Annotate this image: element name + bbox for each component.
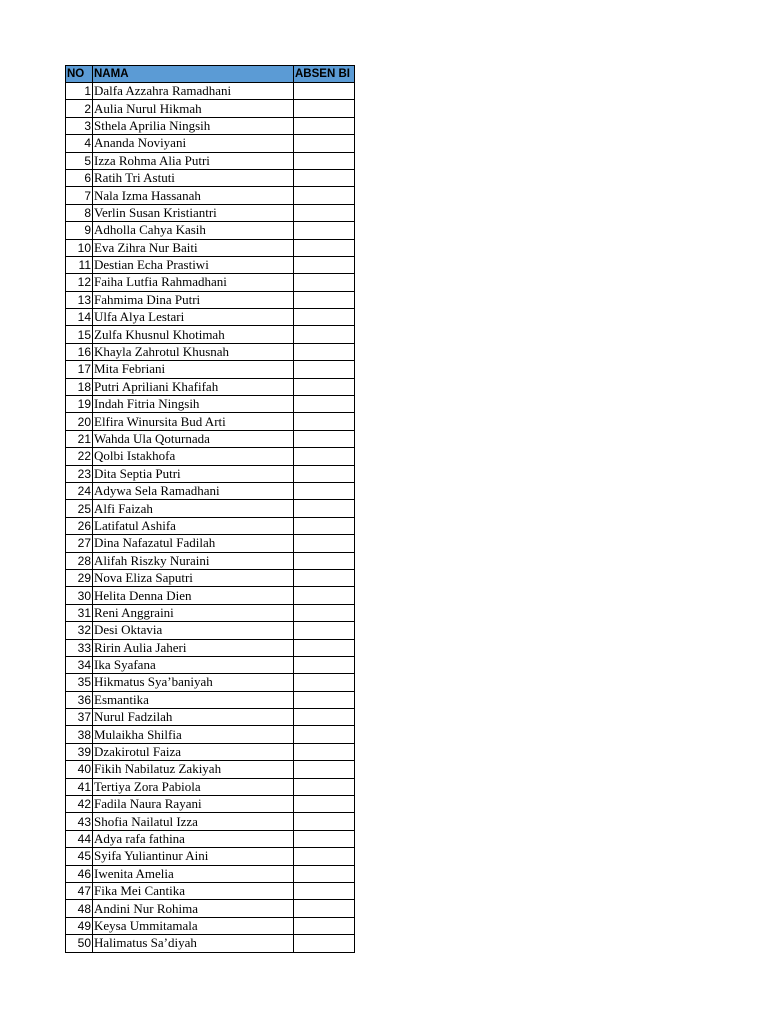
- cell-nama[interactable]: Reni Anggraini: [93, 604, 294, 621]
- cell-nama[interactable]: Iwenita Amelia: [93, 865, 294, 882]
- table-row: [66, 378, 355, 395]
- cell-absen-bi[interactable]: [294, 865, 355, 882]
- cell-nama[interactable]: Keysa Ummitamala: [93, 917, 294, 934]
- cell-no[interactable]: 46: [66, 865, 93, 882]
- cell-nama[interactable]: Verlin Susan Kristiantri: [93, 204, 294, 221]
- table-row: [66, 604, 355, 621]
- cell-absen-bi[interactable]: [294, 726, 355, 743]
- cell-nama[interactable]: Izza Rohma Alia Putri: [93, 152, 294, 169]
- table-row: [66, 830, 355, 847]
- cell-absen-bi[interactable]: [294, 848, 355, 865]
- cell-nama[interactable]: Faiha Lutfia Rahmadhani: [93, 274, 294, 291]
- cell-no[interactable]: 38: [66, 726, 93, 743]
- cell-no[interactable]: 32: [66, 622, 93, 639]
- table-row: [66, 291, 355, 308]
- table-row: [66, 274, 355, 291]
- cell-no[interactable]: 7: [66, 187, 93, 204]
- cell-nama[interactable]: Mulaikha Shilfia: [93, 726, 294, 743]
- cell-nama[interactable]: Dalfa Azzahra Ramadhani: [93, 83, 294, 100]
- cell-absen-bi[interactable]: [294, 291, 355, 308]
- cell-absen-bi[interactable]: [294, 256, 355, 273]
- table-row: [66, 569, 355, 586]
- cell-absen-bi[interactable]: [294, 935, 355, 952]
- cell-nama[interactable]: Desi Oktavia: [93, 622, 294, 639]
- cell-no[interactable]: 47: [66, 882, 93, 899]
- table-row: [66, 743, 355, 760]
- cell-nama[interactable]: Halimatus Sa’diyah: [93, 935, 294, 952]
- cell-absen-bi[interactable]: [294, 830, 355, 847]
- cell-no[interactable]: 24: [66, 482, 93, 499]
- cell-absen-bi[interactable]: [294, 465, 355, 482]
- cell-nama[interactable]: Fahmima Dina Putri: [93, 291, 294, 308]
- cell-no[interactable]: 20: [66, 413, 93, 430]
- table-header: [66, 66, 355, 83]
- table-row: [66, 865, 355, 882]
- table-row: [66, 117, 355, 134]
- cell-absen-bi[interactable]: [294, 239, 355, 256]
- header-no[interactable]: NO: [66, 66, 93, 83]
- cell-absen-bi[interactable]: [294, 152, 355, 169]
- cell-nama[interactable]: Helita Denna Dien: [93, 587, 294, 604]
- table-row: [66, 935, 355, 952]
- cell-absen-bi[interactable]: [294, 413, 355, 430]
- cell-no[interactable]: 22: [66, 448, 93, 465]
- cell-no[interactable]: 10: [66, 239, 93, 256]
- table-row: [66, 465, 355, 482]
- cell-nama[interactable]: Adya rafa fathina: [93, 830, 294, 847]
- table-row: [66, 674, 355, 691]
- table-row: [66, 622, 355, 639]
- cell-no[interactable]: 16: [66, 343, 93, 360]
- cell-no[interactable]: 25: [66, 500, 93, 517]
- table-row: [66, 152, 355, 169]
- cell-absen-bi[interactable]: [294, 396, 355, 413]
- cell-nama[interactable]: Adholla Cahya Kasih: [93, 222, 294, 239]
- cell-absen-bi[interactable]: [294, 761, 355, 778]
- cell-absen-bi[interactable]: [294, 204, 355, 221]
- cell-nama[interactable]: Destian Echa Prastiwi: [93, 256, 294, 273]
- cell-nama[interactable]: Esmantika: [93, 691, 294, 708]
- cell-nama[interactable]: Indah Fitria Ningsih: [93, 396, 294, 413]
- table-row: [66, 169, 355, 186]
- cell-absen-bi[interactable]: [294, 604, 355, 621]
- cell-absen-bi[interactable]: [294, 169, 355, 186]
- cell-nama[interactable]: Ririn Aulia Jaheri: [93, 639, 294, 656]
- cell-nama[interactable]: Dita Septia Putri: [93, 465, 294, 482]
- cell-nama[interactable]: Elfira Winursita Bud Arti: [93, 413, 294, 430]
- cell-nama[interactable]: Nova Eliza Saputri: [93, 569, 294, 586]
- header-nama[interactable]: NAMA: [93, 66, 294, 83]
- cell-nama[interactable]: Khayla Zahrotul Khusnah: [93, 343, 294, 360]
- cell-absen-bi[interactable]: [294, 343, 355, 360]
- table-row: [66, 309, 355, 326]
- cell-no[interactable]: 27: [66, 535, 93, 552]
- table-row: [66, 517, 355, 534]
- cell-nama[interactable]: Mita Febriani: [93, 361, 294, 378]
- cell-nama[interactable]: Aulia Nurul Hikmah: [93, 100, 294, 117]
- cell-no[interactable]: 36: [66, 691, 93, 708]
- cell-absen-bi[interactable]: [294, 117, 355, 134]
- cell-absen-bi[interactable]: [294, 378, 355, 395]
- cell-no[interactable]: 19: [66, 396, 93, 413]
- table-row: [66, 396, 355, 413]
- header-row: [66, 66, 355, 83]
- cell-nama[interactable]: Wahda Ula Qoturnada: [93, 430, 294, 447]
- cell-absen-bi[interactable]: [294, 361, 355, 378]
- cell-no[interactable]: 39: [66, 743, 93, 760]
- table-row: [66, 587, 355, 604]
- cell-nama[interactable]: Nurul Fadzilah: [93, 709, 294, 726]
- cell-no[interactable]: 23: [66, 465, 93, 482]
- cell-no[interactable]: 14: [66, 309, 93, 326]
- attendance-table: [65, 65, 355, 953]
- cell-nama[interactable]: Syifa Yuliantinur Aini: [93, 848, 294, 865]
- table-row: [66, 430, 355, 447]
- cell-nama[interactable]: Alfi Faizah: [93, 500, 294, 517]
- cell-nama[interactable]: Shofia Nailatul Izza: [93, 813, 294, 830]
- cell-absen-bi[interactable]: [294, 587, 355, 604]
- cell-no[interactable]: 45: [66, 848, 93, 865]
- cell-no[interactable]: 28: [66, 552, 93, 569]
- table-row: [66, 135, 355, 152]
- table-row: [66, 848, 355, 865]
- table-body: [66, 83, 355, 953]
- cell-absen-bi[interactable]: [294, 448, 355, 465]
- cell-no[interactable]: 30: [66, 587, 93, 604]
- cell-nama[interactable]: Ratih Tri Astuti: [93, 169, 294, 186]
- cell-absen-bi[interactable]: [294, 500, 355, 517]
- cell-absen-bi[interactable]: [294, 639, 355, 656]
- cell-no[interactable]: 12: [66, 274, 93, 291]
- table-row: [66, 500, 355, 517]
- table-row: [66, 343, 355, 360]
- cell-no[interactable]: 8: [66, 204, 93, 221]
- cell-no[interactable]: 48: [66, 900, 93, 917]
- table-row: [66, 552, 355, 569]
- table-row: [66, 83, 355, 100]
- table-row: [66, 326, 355, 343]
- cell-absen-bi[interactable]: [294, 135, 355, 152]
- cell-absen-bi[interactable]: [294, 917, 355, 934]
- cell-absen-bi[interactable]: [294, 796, 355, 813]
- cell-no[interactable]: 49: [66, 917, 93, 934]
- cell-nama[interactable]: Qolbi Istakhofa: [93, 448, 294, 465]
- cell-nama[interactable]: Adywa Sela Ramadhani: [93, 482, 294, 499]
- cell-absen-bi[interactable]: [294, 326, 355, 343]
- cell-no[interactable]: 9: [66, 222, 93, 239]
- cell-no[interactable]: 26: [66, 517, 93, 534]
- cell-nama[interactable]: Ananda Noviyani: [93, 135, 294, 152]
- table-row: [66, 796, 355, 813]
- cell-no[interactable]: 44: [66, 830, 93, 847]
- cell-nama[interactable]: Tertiya Zora Pabiola: [93, 778, 294, 795]
- table-row: [66, 778, 355, 795]
- table-row: [66, 656, 355, 673]
- table-row: [66, 204, 355, 221]
- cell-absen-bi[interactable]: [294, 430, 355, 447]
- cell-no[interactable]: 37: [66, 709, 93, 726]
- cell-nama[interactable]: Latifatul Ashifa: [93, 517, 294, 534]
- table-row: [66, 813, 355, 830]
- cell-absen-bi[interactable]: [294, 569, 355, 586]
- cell-nama[interactable]: Nala Izma Hassanah: [93, 187, 294, 204]
- cell-absen-bi[interactable]: [294, 222, 355, 239]
- cell-no[interactable]: 6: [66, 169, 93, 186]
- cell-no[interactable]: 31: [66, 604, 93, 621]
- cell-no[interactable]: 3: [66, 117, 93, 134]
- cell-absen-bi[interactable]: [294, 309, 355, 326]
- cell-absen-bi[interactable]: [294, 882, 355, 899]
- cell-nama[interactable]: Fadila Naura Rayani: [93, 796, 294, 813]
- table-row: [66, 187, 355, 204]
- cell-absen-bi[interactable]: [294, 274, 355, 291]
- table-row: [66, 691, 355, 708]
- cell-nama[interactable]: Ika Syafana: [93, 656, 294, 673]
- cell-absen-bi[interactable]: [294, 900, 355, 917]
- cell-no[interactable]: 5: [66, 152, 93, 169]
- table-row: [66, 639, 355, 656]
- cell-nama[interactable]: Ulfa Alya Lestari: [93, 309, 294, 326]
- table-row: [66, 222, 355, 239]
- table-row: [66, 482, 355, 499]
- cell-absen-bi[interactable]: [294, 709, 355, 726]
- cell-no[interactable]: 40: [66, 761, 93, 778]
- cell-no[interactable]: 4: [66, 135, 93, 152]
- cell-nama[interactable]: Putri Apriliani Khafifah: [93, 378, 294, 395]
- cell-no[interactable]: 13: [66, 291, 93, 308]
- table-row: [66, 882, 355, 899]
- table-row: [66, 900, 355, 917]
- cell-no[interactable]: 15: [66, 326, 93, 343]
- cell-no[interactable]: 35: [66, 674, 93, 691]
- cell-no[interactable]: 18: [66, 378, 93, 395]
- cell-absen-bi[interactable]: [294, 622, 355, 639]
- cell-no[interactable]: 29: [66, 569, 93, 586]
- cell-absen-bi[interactable]: [294, 813, 355, 830]
- cell-no[interactable]: 42: [66, 796, 93, 813]
- cell-no[interactable]: 1: [66, 83, 93, 100]
- cell-absen-bi[interactable]: [294, 691, 355, 708]
- table-row: [66, 361, 355, 378]
- cell-nama[interactable]: Hikmatus Sya’baniyah: [93, 674, 294, 691]
- cell-nama[interactable]: Eva Zihra Nur Baiti: [93, 239, 294, 256]
- cell-no[interactable]: 34: [66, 656, 93, 673]
- cell-no[interactable]: 2: [66, 100, 93, 117]
- cell-nama[interactable]: Sthela Aprilia Ningsih: [93, 117, 294, 134]
- cell-no[interactable]: 41: [66, 778, 93, 795]
- cell-absen-bi[interactable]: [294, 83, 355, 100]
- table-row: [66, 709, 355, 726]
- cell-nama[interactable]: Fikih Nabilatuz Zakiyah: [93, 761, 294, 778]
- cell-no[interactable]: 43: [66, 813, 93, 830]
- table-row: [66, 256, 355, 273]
- cell-absen-bi[interactable]: [294, 100, 355, 117]
- cell-absen-bi[interactable]: [294, 187, 355, 204]
- table-row: [66, 413, 355, 430]
- table-row: [66, 448, 355, 465]
- cell-absen-bi[interactable]: [294, 517, 355, 534]
- cell-absen-bi[interactable]: [294, 778, 355, 795]
- cell-nama[interactable]: Alifah Riszky Nuraini: [93, 552, 294, 569]
- table-row: [66, 100, 355, 117]
- table-row: [66, 761, 355, 778]
- table-row: [66, 917, 355, 934]
- cell-nama[interactable]: Fika Mei Cantika: [93, 882, 294, 899]
- cell-absen-bi[interactable]: [294, 535, 355, 552]
- cell-absen-bi[interactable]: [294, 552, 355, 569]
- cell-no[interactable]: 17: [66, 361, 93, 378]
- cell-nama[interactable]: Zulfa Khusnul Khotimah: [93, 326, 294, 343]
- table-row: [66, 535, 355, 552]
- cell-nama[interactable]: Dina Nafazatul Fadilah: [93, 535, 294, 552]
- cell-absen-bi[interactable]: [294, 743, 355, 760]
- cell-absen-bi[interactable]: [294, 656, 355, 673]
- header-absen-bi[interactable]: ABSEN BI: [294, 66, 355, 83]
- cell-nama[interactable]: Andini Nur Rohima: [93, 900, 294, 917]
- table-row: [66, 726, 355, 743]
- cell-nama[interactable]: Dzakirotul Faiza: [93, 743, 294, 760]
- cell-no[interactable]: 21: [66, 430, 93, 447]
- cell-absen-bi[interactable]: [294, 674, 355, 691]
- cell-no[interactable]: 33: [66, 639, 93, 656]
- cell-absen-bi[interactable]: [294, 482, 355, 499]
- cell-no[interactable]: 11: [66, 256, 93, 273]
- table-row: [66, 239, 355, 256]
- cell-no[interactable]: 50: [66, 935, 93, 952]
